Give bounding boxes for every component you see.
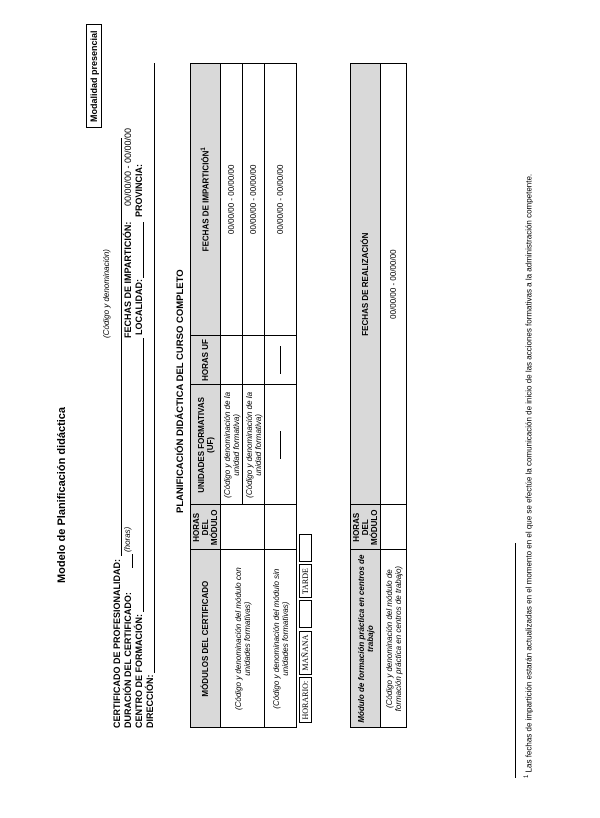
- footnote-rule: [515, 543, 516, 778]
- planning-table: [190, 63, 314, 728]
- table-title: PLANIFICACIÓN DIDÁCTICA DEL CURSO COMPLETO: [175, 269, 186, 513]
- col-fechas-sup: 1: [200, 147, 207, 151]
- horas-modulo-cell: [221, 505, 265, 550]
- fechas-value: 00/00/00 - 00/00/00: [123, 127, 133, 206]
- footnote-text: Las fechas de impartición estarán actualizadas en el momento en el que se efectúe la comunicación de inicio de las acciones formativas a la administración competente.: [524, 173, 534, 773]
- modulo-sin-uf-cell: (Código y denominación del módulo sin unidades formativas): [265, 550, 297, 728]
- certificado-line: [121, 138, 122, 556]
- table-header-row: [191, 64, 221, 728]
- centro-line: [143, 338, 144, 612]
- uf1-cell: (Código y denominación de la unidad formativa): [221, 385, 243, 505]
- horario-manana-box: [299, 600, 312, 628]
- col-practicas-horas: HORAS DEL MÓDULO: [351, 505, 381, 550]
- direccion-label: DIRECCIÓN:: [145, 674, 155, 728]
- col-horas-modulo: HORAS DEL MÓDULO: [191, 505, 221, 550]
- localidad-line: [143, 222, 144, 278]
- col-practicas-modulo: Módulo de formación práctica en centros de trabajo: [351, 550, 381, 728]
- col-fechas: [191, 64, 221, 336]
- horas-hint: (horas): [123, 526, 132, 552]
- horas-sin-uf-cell: [265, 505, 297, 550]
- direccion-line: [154, 63, 155, 673]
- duracion-line: [132, 554, 133, 568]
- footnote-sup: 1: [524, 774, 530, 778]
- horario-manana: MAÑANA: [299, 631, 312, 675]
- uf2-cell: (Código y denominación de la unidad formativa): [243, 385, 265, 505]
- table-row: [221, 64, 243, 728]
- horas-uf2-cell: [243, 335, 265, 385]
- practicas-horas-cell: [381, 505, 407, 550]
- practicas-fecha-cell: 00/00/00 - 00/00/00: [381, 64, 407, 505]
- col-practicas-fechas: FECHAS DE REALIZACIÓN: [351, 64, 381, 505]
- practicas-header-row: [351, 64, 381, 728]
- uf-dash-cell: [265, 385, 297, 505]
- fecha-sin-uf-cell: 00/00/00 - 00/00/00: [265, 64, 297, 336]
- col-fechas-label: FECHAS DE IMPARTICIÓN: [201, 150, 211, 252]
- horario-cell: [297, 64, 315, 728]
- horas-uf1-cell: [221, 335, 243, 385]
- table-row: [265, 64, 297, 728]
- provincia-label: PROVINCIA:: [134, 163, 144, 217]
- page-title: Modelo de Planificación didáctica: [56, 406, 68, 583]
- dash: [280, 431, 281, 459]
- footnote: [522, 78, 535, 778]
- col-modulos: MÓDULOS DEL CERTIFICADO: [191, 550, 221, 728]
- dash: [280, 346, 281, 374]
- horario-tarde: TARDE: [299, 564, 312, 598]
- horario-tarde-box: [299, 534, 312, 562]
- col-horas-uf: HORAS UF: [191, 335, 221, 385]
- modulo-con-uf-cell: (Código y denominación del módulo con unidades formativas): [221, 550, 265, 728]
- fechas-label: FECHAS DE IMPARTICIÓN:: [123, 221, 133, 338]
- codigo-denominacion-hint: (Código y denominación): [102, 249, 111, 338]
- centro-label: CENTRO DE FORMACIÓN:: [134, 614, 144, 728]
- col-unidades: UNIDADES FORMATIVAS (UF): [191, 385, 221, 505]
- horas-dash-cell: [265, 335, 297, 385]
- fecha-uf2-cell: 00/00/00 - 00/00/00: [243, 64, 265, 336]
- modalidad-badge: Modalidad presencial: [86, 24, 102, 128]
- fecha-uf1-cell: 00/00/00 - 00/00/00: [221, 64, 243, 336]
- localidad-label: LOCALIDAD:: [134, 279, 144, 335]
- duracion-label: DURACIÓN DEL CERTIFICADO:: [123, 592, 133, 728]
- practicas-table: [350, 63, 407, 728]
- practicas-modulo-cell: (Código y denominación del módulo de formación práctica en centros de trabajo): [381, 550, 407, 728]
- horario-label: HORARIO:: [299, 677, 312, 724]
- certificado-label: CERTIFICADO DE PROFESIONALIDAD:: [112, 558, 122, 728]
- horario-row: [297, 64, 315, 728]
- table-row: [381, 64, 407, 728]
